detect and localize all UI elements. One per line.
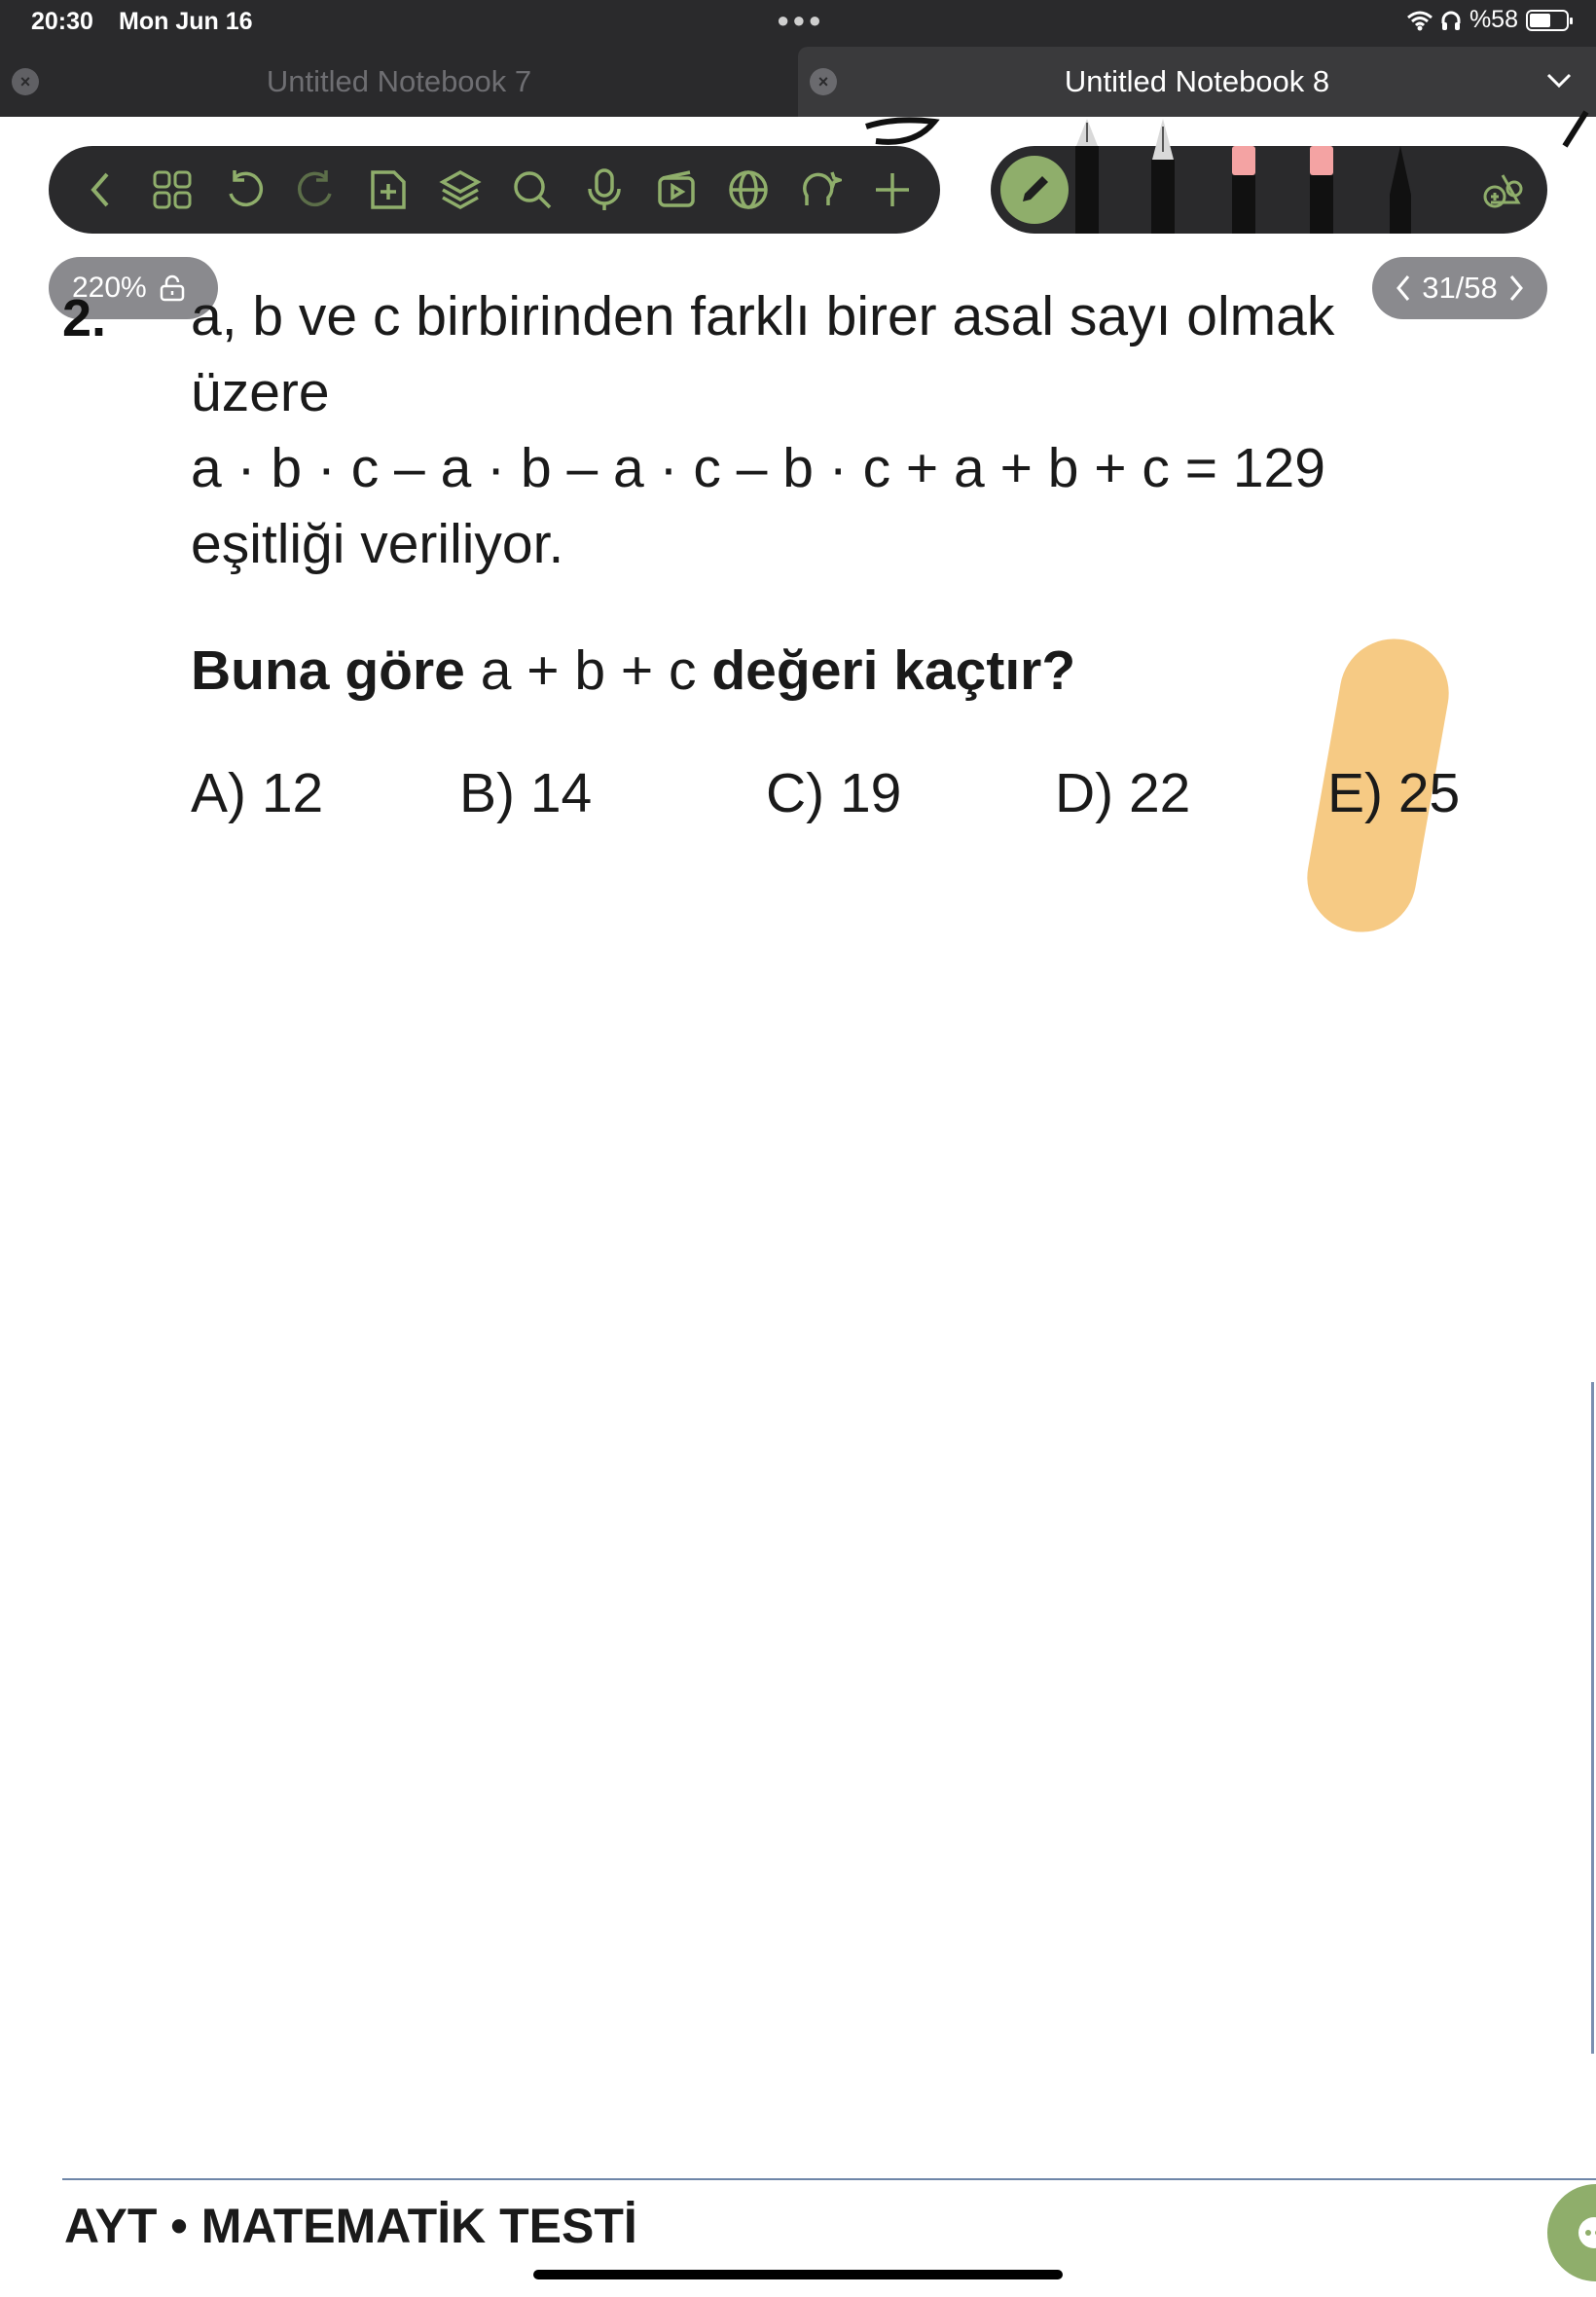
prompt-bold-start: Buna göre bbox=[191, 639, 465, 702]
prompt-expression: a + b + c bbox=[464, 639, 712, 702]
highlighter-pink-icon[interactable] bbox=[1227, 117, 1260, 234]
redo-icon[interactable] bbox=[294, 167, 339, 212]
pen-toolbar bbox=[991, 146, 1547, 234]
choice-b[interactable]: B) 14 bbox=[459, 762, 593, 824]
assistant-icon[interactable] bbox=[798, 167, 843, 212]
chat-icon bbox=[1565, 2206, 1596, 2264]
battery-percent: %58 bbox=[1469, 6, 1518, 33]
highlighter-pink-2-icon[interactable] bbox=[1305, 117, 1338, 234]
close-tab-icon[interactable]: × bbox=[810, 68, 837, 95]
ballpoint-pen-icon[interactable] bbox=[1146, 117, 1179, 234]
status-bar bbox=[0, 0, 1596, 47]
scroll-indicator[interactable] bbox=[1591, 1382, 1594, 2054]
search-icon[interactable] bbox=[510, 167, 555, 212]
lock-icon[interactable] bbox=[159, 274, 186, 302]
zoom-label: 220% bbox=[72, 272, 147, 304]
fountain-pen-icon[interactable] bbox=[1070, 117, 1104, 234]
question-number: 2. bbox=[62, 289, 107, 347]
next-page-icon[interactable] bbox=[1507, 273, 1525, 303]
pencil-icon bbox=[1015, 170, 1054, 209]
battery-icon bbox=[1526, 10, 1569, 31]
status-date: Mon Jun 16 bbox=[119, 8, 253, 35]
battery-fill bbox=[1530, 14, 1550, 27]
question-equation: a · b · c – a · b – a · c – b · c + a + b + c = 129 bbox=[191, 437, 1325, 499]
main-toolbar bbox=[49, 146, 940, 234]
media-icon[interactable] bbox=[654, 167, 699, 212]
marker-black-icon[interactable] bbox=[1384, 117, 1417, 234]
undo-icon[interactable] bbox=[222, 167, 267, 212]
microphone-icon[interactable] bbox=[582, 167, 627, 212]
tab-label: Untitled Notebook 7 bbox=[266, 64, 532, 98]
question-line-1: a, b ve c birbirinden farklı birer asal sayı olmak bbox=[191, 285, 1335, 347]
add-page-icon[interactable] bbox=[366, 167, 411, 212]
footer-divider bbox=[62, 2178, 1596, 2180]
layers-icon[interactable] bbox=[438, 167, 483, 212]
page-label: 31/58 bbox=[1422, 271, 1498, 305]
question-line-2: üzere bbox=[191, 361, 330, 423]
footer-title: AYT • MATEMATİK TESTİ bbox=[64, 2199, 637, 2253]
multitasking-dots-icon[interactable]: ●●● bbox=[777, 8, 824, 32]
question-line-4: eşitliği veriliyor. bbox=[191, 513, 564, 575]
add-shape-icon[interactable] bbox=[1481, 167, 1526, 212]
floating-action-button[interactable] bbox=[1547, 2184, 1596, 2281]
close-tab-icon[interactable]: × bbox=[12, 68, 39, 95]
previous-page-icon[interactable] bbox=[1395, 273, 1412, 303]
ink-stroke bbox=[1557, 107, 1596, 151]
prompt-bold-end: değeri kaçtır? bbox=[711, 639, 1076, 702]
tab-bar bbox=[0, 47, 1596, 117]
choice-c[interactable]: C) 19 bbox=[766, 762, 902, 824]
choice-e[interactable]: E) 25 bbox=[1327, 762, 1461, 824]
headphones-icon bbox=[1440, 10, 1462, 31]
wifi-icon bbox=[1407, 10, 1433, 31]
tab-notebook-7[interactable] bbox=[0, 47, 798, 117]
status-indicators bbox=[1407, 6, 1569, 34]
globe-icon[interactable] bbox=[726, 167, 771, 212]
plus-icon[interactable] bbox=[870, 167, 915, 212]
grid-icon[interactable] bbox=[150, 167, 195, 212]
tab-label: Untitled Notebook 8 bbox=[1064, 64, 1330, 98]
question-prompt bbox=[191, 638, 1075, 703]
status-time: 20:30 bbox=[31, 8, 93, 35]
page-indicator[interactable] bbox=[1372, 257, 1547, 319]
pencil-tool-button[interactable] bbox=[1000, 156, 1069, 224]
choice-a[interactable]: A) 12 bbox=[191, 762, 324, 824]
chevron-down-icon[interactable] bbox=[1543, 64, 1575, 95]
back-icon[interactable] bbox=[78, 167, 123, 212]
choice-d[interactable]: D) 22 bbox=[1055, 762, 1191, 824]
home-indicator[interactable] bbox=[533, 2270, 1063, 2279]
